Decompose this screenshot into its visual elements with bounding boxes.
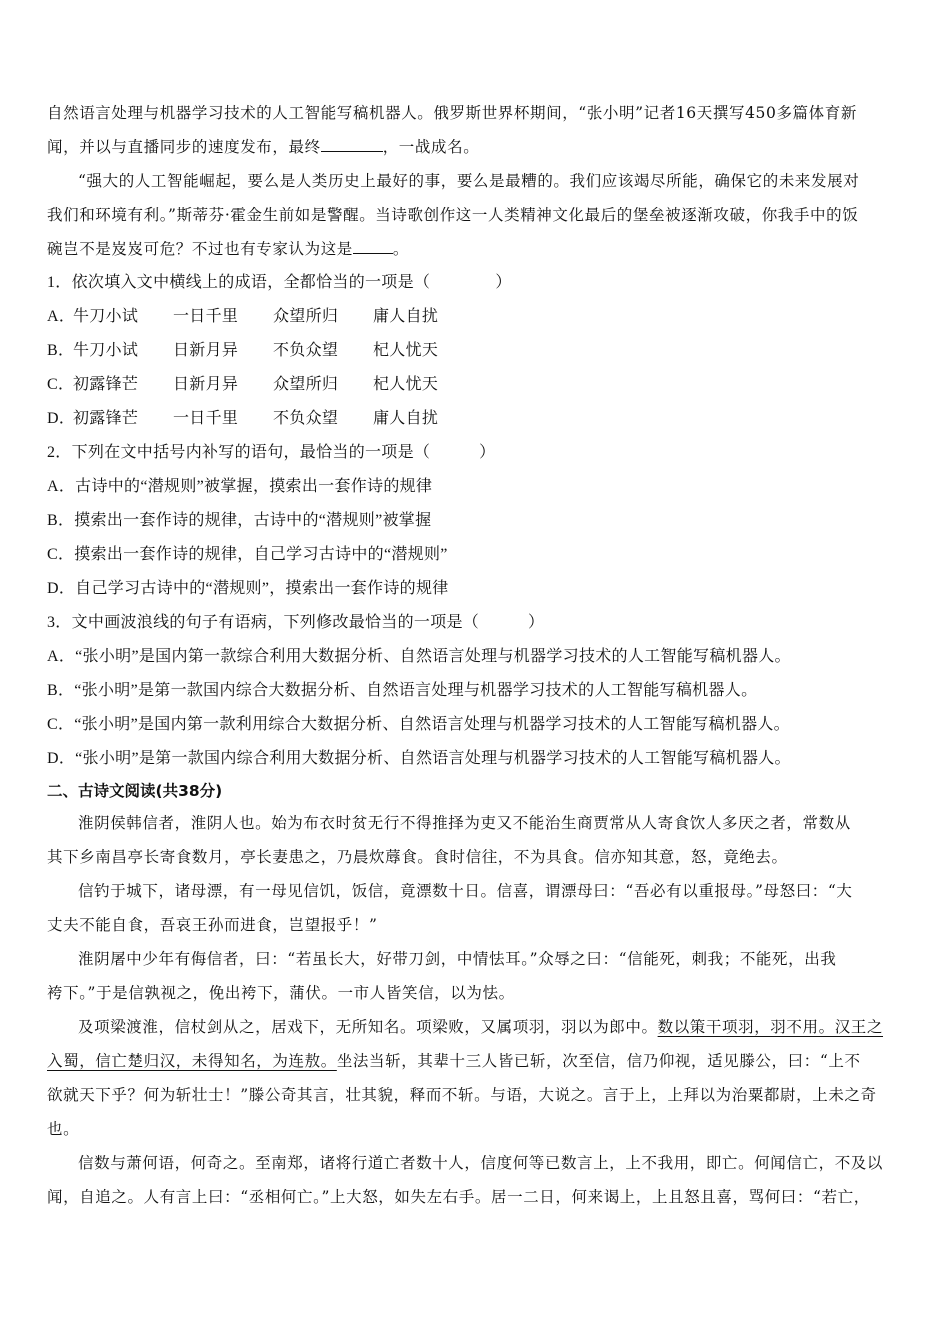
option-idiom: 众望所归 — [273, 308, 339, 325]
q2-option-d: D．自己学习古诗中的“潜规则”，摸索出一套作诗的规律 — [47, 580, 449, 597]
fill-blank — [353, 237, 393, 254]
option-key: D． — [47, 410, 76, 427]
underlined-sentence: 入蜀，信亡楚归汉，未得知名，为连敖。 — [47, 1052, 337, 1070]
classical-text-line: 信钓于城下，诸母漂，有一母见信饥，饭信，竟漂数十日。信喜，谓漂母曰：“吾必有以重报母。”母怒曰：“大 — [78, 882, 853, 900]
q3-option-a: A．“张小明”是国内第一款综合利用大数据分析、自然语言处理与机器学习技术的人工智能写稿机器人。 — [47, 648, 791, 665]
option-idiom: 杞人忧天 — [373, 342, 439, 359]
classical-text-line: 也。 — [47, 1120, 80, 1138]
question-2-stem: 2．下列在文中括号内补写的语句，最恰当的一项是（ ） — [47, 444, 496, 461]
option-key: B． — [47, 342, 75, 359]
q1-option-a — [47, 300, 907, 334]
classical-text: 及项梁渡淮，信杖剑从之，居戏下，无所知名。项梁败，又属项羽，羽以为郎中。 — [78, 1018, 658, 1036]
section-heading: 二、古诗文阅读(共38分) — [47, 782, 223, 800]
option-idiom: 牛刀小试 — [73, 342, 139, 359]
question-3-stem: 3．文中画波浪线的句子有语病，下列修改最恰当的一项是（ ） — [47, 614, 545, 631]
option-idiom: 牛刀小试 — [73, 308, 139, 325]
option-idiom: 一日千里 — [173, 308, 239, 325]
option-idiom: 日新月异 — [173, 376, 239, 393]
q2-option-c: C．摸索出一套作诗的规律，自己学习古诗中的“潜规则” — [47, 546, 448, 563]
q2-option-b: B．摸索出一套作诗的规律，古诗中的“潜规则”被掌握 — [47, 512, 432, 529]
option-idiom: 初露锋芒 — [73, 410, 139, 427]
option-idiom: 庸人自扰 — [373, 410, 439, 427]
fill-blank — [321, 135, 383, 152]
option-idiom: 庸人自扰 — [373, 308, 439, 325]
passage-text: 闻，并以与直播同步的速度发布，最终 — [47, 138, 321, 156]
q2-option-a: A．古诗中的“潜规则”被掌握，摸索出一套作诗的规律 — [47, 478, 433, 495]
passage-line: 自然语言处理与机器学习技术的人工智能写稿机器人。俄罗斯世界杯期间，“张小明”记者16天撰写450多篇体育新 — [47, 104, 857, 122]
option-key: C． — [47, 376, 75, 393]
classical-text-line: 欲就天下乎？何为斩壮士！”滕公奇其言，壮其貌，释而不斩。与语，大说之。言于上，上拜以为治粟都尉，上未之奇 — [47, 1086, 877, 1104]
passage-text: 。 — [392, 240, 410, 258]
classical-text-line: 淮阴屠中少年有侮信者，曰：“若虽长大，好带刀剑，中情怯耳。”众辱之曰：“信能死，刺我；不能死，出我 — [78, 950, 837, 968]
q1-option-b — [47, 334, 907, 368]
passage-text: ，一战成名。 — [382, 138, 480, 156]
classical-text-line — [47, 1010, 907, 1044]
classical-text-line — [47, 1044, 907, 1078]
classical-text-line: 闻，自追之。人有言上曰：“丞相何亡。”上大怒，如失左右手。居一二日，何来谒上，上且怒且喜，骂何曰：“若亡， — [47, 1188, 870, 1206]
classical-text-line: 袴下。”于是信孰视之，俛出袴下，蒲伏。一市人皆笑信，以为怯。 — [47, 984, 515, 1002]
passage-line: “强大的人工智能崛起，要么是人类历史上最好的事，要么是最糟的。我们应该竭尽所能，确保它的未来发展对 — [78, 172, 860, 190]
classical-text-line: 信数与萧何语，何奇之。至南郑，诸将行道亡者数十人，信度何等已数言上，上不我用，即亡。何闻信亡，不及以 — [78, 1154, 884, 1172]
option-idiom: 初露锋芒 — [73, 376, 139, 393]
classical-text-line: 其下乡南昌亭长寄食数月，亭长妻患之，乃晨炊蓐食。食时信往，不为具食。信亦知其意，怒，竟绝去。 — [47, 848, 788, 866]
passage-line — [47, 130, 907, 164]
option-idiom: 一日千里 — [173, 410, 239, 427]
classical-text-line: 淮阴侯韩信者，淮阴人也。始为布衣时贫无行不得推择为吏又不能治生商贾常从人寄食饮人多厌之者，常数从 — [78, 814, 851, 832]
passage-line: 我们和环境有利。”斯蒂芬·霍金生前如是警醒。当诗歌创作这一人类精神文化最后的堡垒被逐渐攻破，你我手中的饭 — [47, 206, 859, 224]
classical-text-line: 丈夫不能自食，吾哀王孙而进食，岂望报乎！” — [47, 916, 378, 934]
option-idiom: 不负众望 — [273, 410, 339, 427]
option-idiom: 众望所归 — [273, 376, 339, 393]
q3-option-b: B．“张小明”是第一款国内综合大数据分析、自然语言处理与机器学习技术的人工智能写稿机器人。 — [47, 682, 758, 699]
option-key: A． — [47, 308, 76, 325]
document-page — [47, 96, 907, 1214]
option-idiom: 杞人忧天 — [373, 376, 439, 393]
underlined-sentence: 数以策干项羽，羽不用。汉王之 — [657, 1018, 884, 1036]
q1-option-c — [47, 368, 907, 402]
classical-text: 坐法当斩，其辈十三人皆已斩，次至信，信乃仰视，适见滕公，曰：“上不 — [336, 1052, 861, 1070]
question-1-stem: 1．依次填入文中横线上的成语，全都恰当的一项是（ ） — [47, 274, 512, 291]
q3-option-c: C．“张小明”是国内第一款利用综合大数据分析、自然语言处理与机器学习技术的人工智能写稿机器人。 — [47, 716, 790, 733]
q3-option-d: D．“张小明”是第一款国内综合利用大数据分析、自然语言处理与机器学习技术的人工智能写稿机器人。 — [47, 750, 791, 767]
q1-option-d — [47, 402, 907, 436]
option-idiom: 日新月异 — [173, 342, 239, 359]
passage-text: 碗岂不是岌岌可危？不过也有专家认为这是 — [47, 240, 353, 258]
passage-line — [47, 232, 907, 266]
option-idiom: 不负众望 — [273, 342, 339, 359]
